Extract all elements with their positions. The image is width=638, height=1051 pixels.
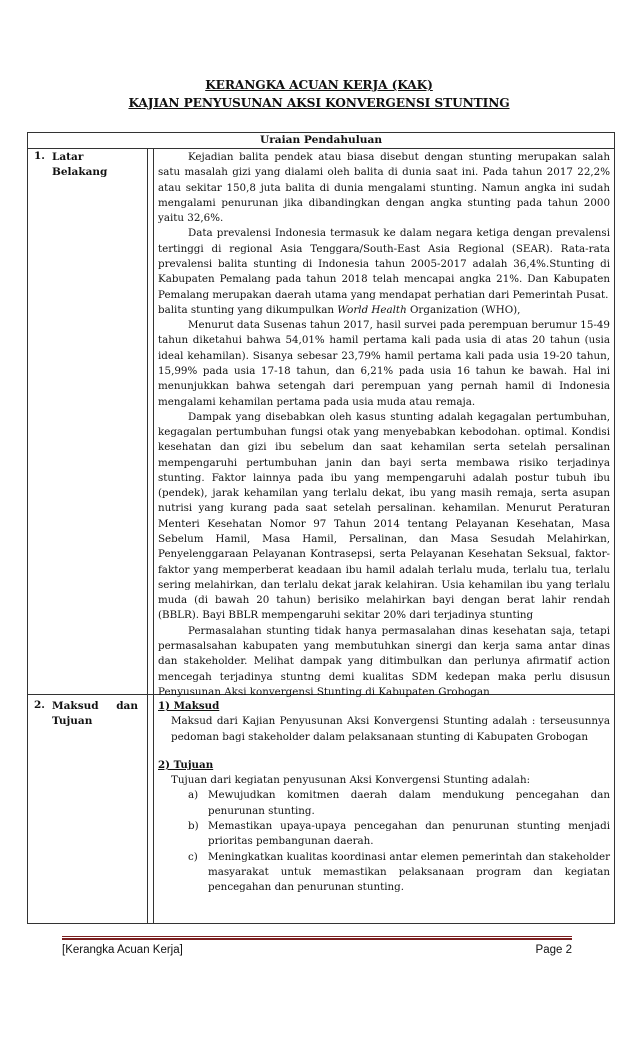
column-divider: [147, 148, 148, 923]
section-2-label-line1: Maksud dan: [52, 700, 138, 712]
section-2-label: [52, 699, 138, 729]
document-header: [0, 76, 638, 112]
table-heading: Uraian Pendahuluan: [28, 133, 614, 149]
list-item: b) Memastikan upaya-upaya pencegahan dan penurunan stunting menjadi prioritas pembangunan daerah.: [188, 819, 610, 848]
list-item: a) Mewujudkan komitmen daerah dalam mendukung pencegahan dan penurunan stunting.: [188, 789, 610, 817]
section-1-content: [158, 150, 610, 700]
list-item: c) Meningkatkan kualitas koordinasi antar elemen pemerintah dan stakeholder masyarakat untuk memastikan pelaksanaan program dan kegiatan pencegahan dan penurunan stunting.: [188, 850, 610, 894]
document-title: KERANGKA ACUAN KERJA (KAK): [205, 78, 433, 92]
kak-table: [27, 132, 615, 924]
tujuan-intro: Tujuan dari kegiatan penyusunan Aksi Konvergensi Stunting adalah:: [171, 774, 531, 787]
maksud-body: Maksud dari Kajian Penyusunan Aksi Konvergensi Stunting adalah : terseusunnya pedoman bagi stakeholder dalam pelaksanaan stunting di Kabupaten Grobogan: [171, 715, 610, 743]
tujuan-heading: 2) Tujuan: [158, 758, 214, 771]
background-paragraph: Dampak yang disebabkan oleh kasus stunting adalah kegagalan pertumbuhan, kegagalan pertumbuhan fungsi otak yang menyebabkan kebodohan. optimal. Kondisi kesehatan dan gizi ibu sebelum dan saat kehamilan serta setelah persalinan mempengaruhi pertumbuhan janin dan bayi serta membawa risiko terjadinya stunting. Faktor lainnya pada ibu yang mempengaruhi adalah postur tubuh ibu (pendek), jarak kehamilan yang terlalu dekat, ibu yang masih remaja, serta asupan nutrisi yang kurang pada saat setelah persalinan. kehamilan. Menurut Peraturan Menteri Kesehatan Nomor 97 Tahun 2014 tentang Pelayanan Kesehatan, Masa Sebelum Hamil, Masa Hamil, Persalinan, dan Masa Sesudah Melahirkan, Penyelenggaraan Pelayanan Kontrasepsi, serta Pelayanan Kesehatan Seksual, faktor-faktor yang memperberat keadaan ibu hamil adalah terlalu muda, terlalu tua, terlalu sering melahirkan, dan terlalu dekat jarak kelahiran. Usia kehamilan ibu yang terlalu muda (di bawah 20 tahun) berisiko melahirkan bayi dengan berat lahir rendah (BBLR). Bayi BBLR mempengaruhi sekitar 20% dari terjadinya stunting: [158, 410, 610, 622]
page-number: Page 2: [535, 944, 572, 956]
column-divider: [153, 148, 154, 923]
document-subtitle: KAJIAN PENYUSUNAN AKSI KONVERGENSI STUNTING: [128, 96, 510, 110]
section-1-number: 1.: [34, 150, 45, 162]
footer-document-name: [Kerangka Acuan Kerja]: [62, 944, 183, 956]
background-paragraph: Kejadian balita pendek atau biasa disebut dengan stunting merupakan salah satu masalah gizi yang dialami oleh balita di dunia saat ini. Pada tahun 2017 22,2% atau sekitar 150,8 juta balita di dunia mengalami stunting. Namun angka ini sudah mengalami penurunan jika dibandingkan dengan angka stunting pada tahun 2000 yaitu 32,6%.: [158, 151, 610, 225]
section-2-label-line2: Tujuan: [52, 715, 93, 727]
section-1-label: [52, 150, 138, 180]
background-paragraph: Menurut data Susenas tahun 2017, hasil survei pada perempuan berumur 15-49 tahun diketahui bahwa 54,01% hamil pertama kali pada usia di atas 20 tahun (usia ideal kehamilan). Sisanya sebesar 23,79% hamil pertama kali pada usia 19-20 tahun, 15,99% pada usia 17-18 tahun, dan 6,21% pada usia 16 tahun ke bawah. Hal ini menunjukkan bahwa setengah dari perempuan yang pernah hamil di Indonesia mengalami kehamilan pertama pada usia muda atau remaja.: [158, 319, 610, 408]
section-2-content: [158, 699, 610, 895]
section-2-number: 2.: [34, 699, 45, 711]
background-paragraph: Data prevalensi Indonesia termasuk ke dalam negara ketiga dengan prevalensi tertinggi di regional Asia Tenggara/South-East Asia Regional (SEAR). Rata-rata prevalensi balita stunting di Indonesia tahun 2005-2017 adalah 36,4%.Stunting di Kabupaten Pemalang pada tahun 2018 telah mencapai angka 21%. Dan Kabupaten Pemalang merupakan daerah utama yang mendapat perhatian dari Pemerintah Pusat.: [158, 227, 610, 301]
page-footer: [62, 936, 572, 960]
section-1-label-line2: Belakang: [52, 166, 108, 178]
background-paragraph: Permasalahan stunting tidak hanya permasalahan dinas kesehatan saja, tetapi permasalsahan kabupaten yang membutuhkan sinergi dan kerja sama antar dinas dan stakeholder. Melihat dampak yang ditimbulkan dan perlunya afirmatif action mencegah terjadinya stuntng demi kualitas SDM kedepan maka perlu disusun Penyusunan Aksi konvergensi Stunting di Kabupaten Grobogan: [158, 624, 610, 698]
section-1-label-line1: Latar: [52, 151, 84, 163]
tujuan-list: [158, 788, 610, 895]
maksud-heading: 1) Maksud: [158, 700, 220, 712]
who-line: balita stunting yang dikumpulkan World Health Organization (WHO),: [158, 303, 521, 316]
